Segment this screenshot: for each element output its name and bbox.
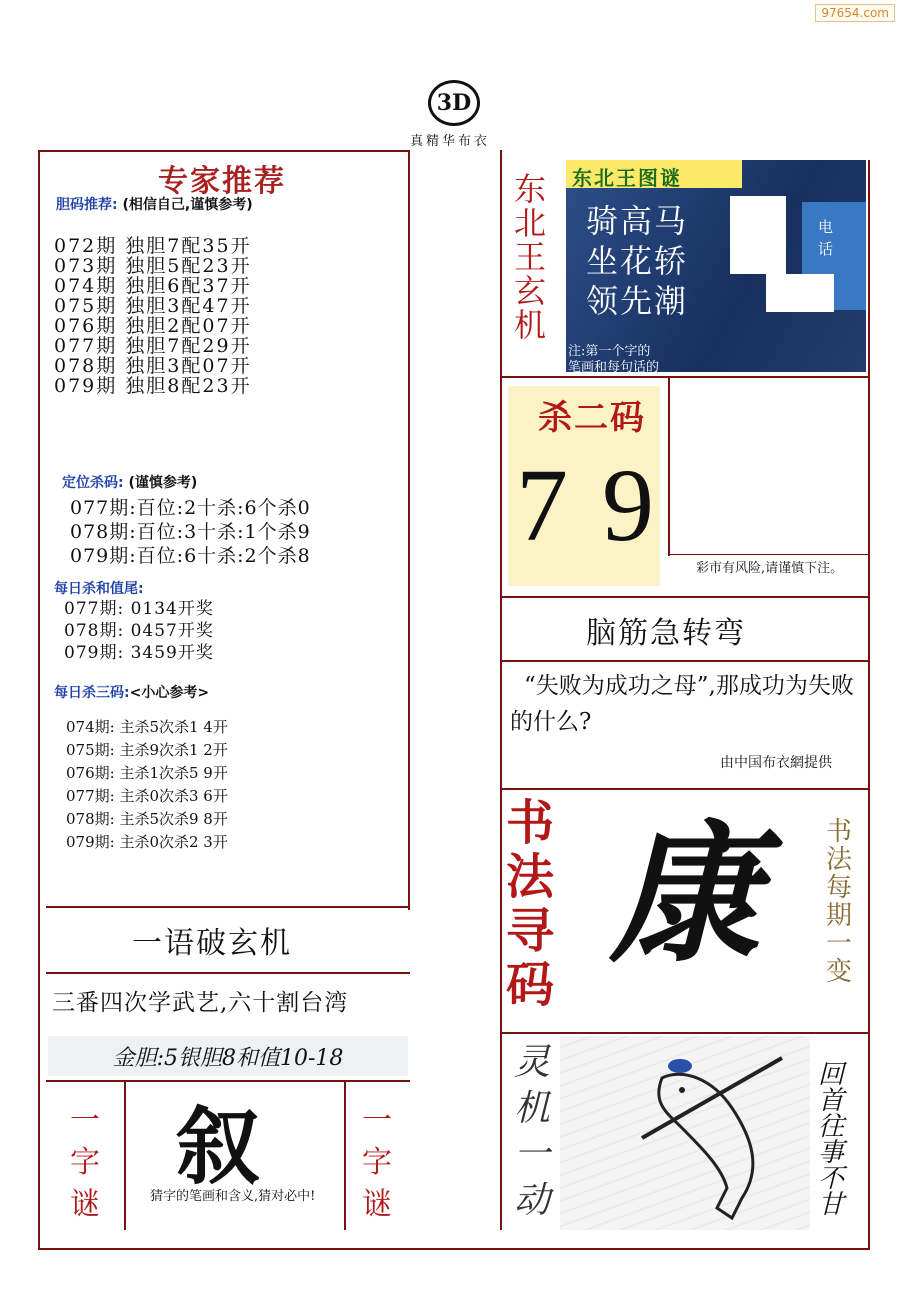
list-item: 079期: 主杀0次杀2 3开 xyxy=(66,833,228,851)
dan-label-text: 胆码推荐: xyxy=(56,197,118,213)
yizimi-note: 猜字的笔画和含义,猜对必中! xyxy=(150,1189,316,1204)
watermark: 97654.com xyxy=(815,4,895,22)
divider xyxy=(500,1032,870,1034)
yizimi-left: 一字谜 xyxy=(70,1103,100,1222)
shufa-char: 康 xyxy=(610,807,761,983)
sanma-list xyxy=(66,716,228,854)
sha-title: 杀二码 xyxy=(538,398,646,438)
list-item: 076期: 主杀1次杀5 9开 xyxy=(66,764,228,782)
header-logo xyxy=(428,80,480,126)
naojin-credit: 由中国布衣網提供 xyxy=(720,755,832,771)
frame-top-left xyxy=(38,150,410,152)
list-item: 079期: 3459开奖 xyxy=(64,643,214,663)
dongbei-white-patch xyxy=(730,196,786,274)
logo-text: 3D xyxy=(436,90,472,116)
golden-text: 金胆:5银胆8和值10-18 xyxy=(112,1045,344,1071)
hezhi-list xyxy=(64,598,214,664)
list-item: 078期:百位:3十杀:1个杀9 xyxy=(70,521,311,543)
hezhi-label: 每日杀和值尾: xyxy=(54,581,144,597)
lingji-left-vertical: 灵机一动 xyxy=(514,1042,551,1221)
list-item: 074期 独胆6配37开 xyxy=(54,275,252,297)
dongbei-image xyxy=(566,160,866,372)
dongbei-phone: 电话 xyxy=(818,218,834,258)
shufa-vertical: 书法寻码 xyxy=(506,795,555,1013)
dan-list xyxy=(54,236,252,396)
list-item: 078期: 主杀5次杀9 8开 xyxy=(66,810,228,828)
list-item: 079期 独胆8配23开 xyxy=(54,375,252,397)
list-item: 072期 独胆7配35开 xyxy=(54,235,252,257)
dolphin-icon xyxy=(622,1048,792,1228)
sha-risk: 彩市有风险,请谨慎下注。 xyxy=(696,561,844,576)
divider xyxy=(500,660,870,662)
dongbei-banner-text: 东北王图谜 xyxy=(572,166,682,190)
dan-note: (相信自己,谨慎参考) xyxy=(122,197,253,213)
list-item: 074期: 主杀5次杀1 4开 xyxy=(66,718,228,736)
dongbei-white-patch-2 xyxy=(766,274,834,312)
frame-mid-right xyxy=(500,150,502,1230)
sanma-label xyxy=(54,682,209,702)
dongbei-note-1: 注:第一个字的 xyxy=(568,344,651,359)
list-item: 077期:百位:2十杀:6个杀0 xyxy=(70,497,311,519)
yizimi-right: 一字谜 xyxy=(362,1103,392,1222)
divider xyxy=(668,378,670,556)
list-item: 075期: 主杀9次杀1 2开 xyxy=(66,741,228,759)
divider xyxy=(500,376,870,378)
dongbei-note-2: 笔画和每句话的 xyxy=(568,360,660,372)
dongbei-line-3: 领先潮 xyxy=(586,282,689,320)
dan-label xyxy=(56,194,253,214)
lingji-right-vertical: 回首往事不甘 xyxy=(818,1060,845,1220)
naojin-title: 脑筋急转弯 xyxy=(586,616,746,651)
list-item: 077期: 0134开奖 xyxy=(64,599,214,619)
naojin-question: “失败为成功之母”,那成功为失败的什么? xyxy=(510,673,854,735)
dongbei-vertical: 东北王玄机 xyxy=(514,170,547,344)
divider xyxy=(500,788,870,790)
shufa-right-vertical: 书法每期一变 xyxy=(826,817,853,987)
dongbei-line-2: 坐花轿 xyxy=(586,242,689,280)
list-item: 076期 独胆2配07开 xyxy=(54,315,252,337)
list-item: 078期: 0457开奖 xyxy=(64,621,214,641)
yizimi-char: 叙 xyxy=(176,1097,261,1196)
dingwei-list xyxy=(70,496,311,568)
dingwei-note: (谨慎参考) xyxy=(128,475,198,491)
list-item: 075期 独胆3配47开 xyxy=(54,295,252,317)
sha-box xyxy=(508,386,660,586)
dongbei-line-1: 骑高马 xyxy=(586,202,689,240)
dingwei-label xyxy=(62,472,197,492)
frame-mid-left xyxy=(408,150,410,910)
divider xyxy=(668,554,868,555)
divider xyxy=(500,596,870,598)
list-item: 078期 独胆3配07开 xyxy=(54,355,252,377)
frame-bottom xyxy=(38,1248,870,1250)
yiyu-title: 一语破玄机 xyxy=(132,926,292,961)
sha-num-1: 7 xyxy=(516,448,568,563)
dingwei-label-text: 定位杀码: xyxy=(62,475,124,491)
list-item: 077期: 主杀0次杀3 6开 xyxy=(66,787,228,805)
list-item: 073期 独胆5配23开 xyxy=(54,255,252,277)
list-item: 079期:百位:6十杀:2个杀8 xyxy=(70,545,311,567)
golden-bar xyxy=(48,1036,408,1076)
frame-right xyxy=(868,160,870,1250)
sanma-label-text: 每日杀三码: xyxy=(54,685,130,701)
list-item: 077期 独胆7配29开 xyxy=(54,335,252,357)
sha-num-2: 9 xyxy=(602,448,654,563)
header-subtitle: 真精华布衣 xyxy=(410,134,491,149)
sanma-note: <小心参考> xyxy=(129,685,210,701)
divider xyxy=(46,906,410,908)
divider xyxy=(46,972,410,974)
yiyu-text: 三番四次学武艺,六十割台湾 xyxy=(52,990,349,1016)
frame-left xyxy=(38,150,40,1250)
expert-title: 专家推荐 xyxy=(158,164,286,199)
